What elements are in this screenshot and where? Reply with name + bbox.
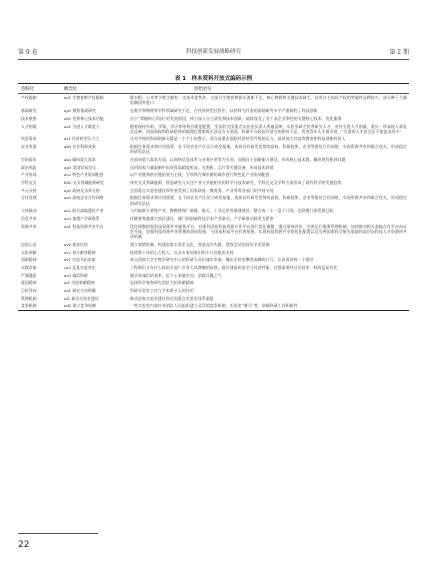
row-original-text: 随着保持年龄、学缘、学历等结构合理化配置，受访的全国重点实验室负责人普遍反映，实验室缺乏优秀研究人才，对外引进人才困难，重庆一所高校人事处长反映，西部高校和科研院所的地理位置难吸引涉及方方面面，科研平台较国内顶尖的相对不足，优秀青年人才难引进，“引进的人才甚至还不如流出的多” (130, 123, 407, 134)
table-row (18, 207, 409, 215)
row-concept: aa2 高校企业合作网络 (64, 195, 104, 201)
table-row (18, 302, 409, 310)
table-row (18, 94, 409, 107)
row-concept: ad2 建立竞争机制 (64, 303, 96, 309)
table-row (18, 164, 409, 172)
coding-table (18, 83, 409, 311)
row-category: 爱国精神 (21, 280, 37, 286)
row-category: 农业发展 (21, 144, 37, 150)
row-category: 产业协同 (21, 172, 37, 178)
row-category: 多元支持 (21, 187, 37, 193)
row-concept: av1 实验开拓求索 (64, 257, 96, 263)
table-row (18, 156, 409, 164)
row-original-text: 根据任务需求和应用需要，在不同农业产区设立研发基地，选择具有研发优势的高校、科研院所、企业等建设合作网络，实现资源共享和联合攻关，形成稳定的研发队伍 (130, 144, 407, 155)
table-row (18, 115, 409, 123)
row-original-text: 推动国家实验室建设和全国重点实验室体系重组 (130, 295, 214, 301)
row-original-text: 科研实验室主任与学术带头人的作用 (130, 288, 194, 294)
row-original-text: 以产业链和供应链拓展为主线，引领所在城市群的城市进行特色化产业协同配套 (130, 172, 270, 178)
table-row (18, 179, 409, 187)
row-concept: aa2 联合高地建设产业 (64, 208, 104, 214)
row-category: 经济需求 (21, 136, 37, 142)
row-concept: aa1 研究方向明确 (64, 288, 96, 294)
table-row (18, 143, 409, 156)
row-category: 人才困境 (21, 123, 37, 129)
row-concept: as1 经济转型压力大 (64, 136, 100, 142)
table-row (18, 279, 409, 287)
row-concept: aa1 引进人才难度大 (64, 123, 100, 129)
row-category: 基础研究 (21, 108, 37, 114)
page-number: 22 (18, 540, 30, 550)
row-concept: av6 观音民俗 (64, 242, 88, 248)
row-original-text: 在数学和物理等学科领域研究不足，在经济转型过程中，以材料为代表的基础研究水平严重制约了科技创新 (130, 108, 318, 114)
volume-label: 第 9 卷 (18, 48, 38, 56)
row-original-text: 这对学校的科研创新无疑是一个不小的警示，而当前重庆面临经济转型升级的压力，亟须加大对高等教育和科技创新的投入 (130, 136, 346, 142)
row-concept: ap5 美国贸易打压 (64, 164, 96, 170)
row-category: 合作处理 (21, 195, 37, 201)
row-original-text: 建立容错机制，构建国家实验室文化，营造允许失败，宽容尝试的良好学术氛围 (130, 242, 270, 248)
row-category: 严谨漫思 (21, 272, 37, 278)
row-concept: ap1 聚焦基础研究 (64, 108, 96, 114)
row-concept: ak3 瞄向重大需求 (64, 157, 96, 163)
table-row (18, 223, 409, 241)
journal-title: 科技创新发展战略研究 (185, 49, 241, 55)
row-category: 信息共享 (21, 216, 37, 222)
row-concept: af2 新设实验室建设 (64, 295, 99, 301)
row-concept: ak5 农业科研成果 (64, 144, 96, 150)
row-original-text: 与内地联合省级产业，携携将保广辟联，航天、工业运用等联建建设，整合成一个一盘子计划，达到澳门的发展目标 (130, 208, 334, 214)
row-category: 创新精神 (21, 257, 37, 263)
table-row (18, 135, 409, 143)
table-row (18, 194, 409, 207)
table-row (18, 295, 409, 303)
table-row (18, 287, 409, 295)
row-original-text: 根据任务需求和应用需要，在不同农业产区设立研发基地，选择具有研发优势的高校、科研院所、企业等建设合作网络，实现资源共享和联合攻关，形成稳定的研发队伍 (130, 195, 407, 206)
row-original-text: 弘扬科学家和研究团队为国奉献精神 (130, 280, 194, 286)
row-concept: av5 诚信科研 (64, 272, 88, 278)
row-category: 政治风险 (21, 164, 37, 170)
row-category: 管理机制 (21, 295, 37, 301)
table-row (18, 249, 409, 257)
running-header (18, 44, 409, 58)
row-concept: ae2 特色产业协同配套 (64, 172, 104, 178)
row-concept: ca2 反复实验对比 (64, 265, 96, 271)
row-original-text: 持续数十年的心力投入，以及专家同事们的不计回报的支持 (130, 249, 234, 255)
table-row (18, 272, 409, 280)
col-header-original: 原始语句 (194, 86, 212, 92)
row-category: 主体联动 (21, 208, 37, 214)
table-row (18, 215, 409, 223)
table-caption: 表 1 样本资料开放式编码示例 (174, 76, 253, 82)
row-concept: aa1 科技资源共享平台 (64, 223, 104, 229)
col-header-concept: 概念化 (64, 86, 78, 92)
row-original-text: 动用国家力量限制中国获得高精度机床、光刻机、芯片等关键设备，形成技术封锁 (130, 164, 274, 170)
row-category: 竞争机制 (21, 303, 37, 309)
row-original-text: 做学术诚信的表率，沉下心来做学问，消除浮躁之气 (130, 272, 222, 278)
table-row (18, 122, 409, 135)
row-concept: ai1 为国奉献精神 (64, 280, 95, 286)
table-row (18, 256, 409, 264)
row-original-text: 优化调整国家科技资源共享服务平台，对现有国家科技资源合作平台进行优化调整，通过绩效评价，完善运行服务管理机制，加快推动相关高校合作平台向社会开放，加强科技资源共享管理的协同衔接，与国家科技平台有效衔接，实现科技资源共享的优化配置以及完善国家科学研究基地和高层次科技人才资源的共享机制 (130, 223, 407, 240)
row-category: 技术壁垒 (21, 115, 37, 121)
row-original-text: 在面向重大需求方面，以网络信息体系与业务应用等为引领，加强自主创新能力建设，形成核心技术群，解决现有瓶颈问题 (130, 157, 346, 163)
row-concept: av2 奋斗献身精神 (64, 249, 96, 255)
row-category: 包容心态 (21, 242, 37, 248)
row-concept: ap1 政府及各界支持 (64, 187, 100, 193)
row-original-text: 由于“掌握核心科技”的发展阶段，核力深入自主研发和技术创新，陆续攻克了若干本企业掌控的关键核心技术，优化服务 (130, 115, 342, 121)
row-original-text: 全国重点实验室建设和发展受到了国家政府、教育界、产业界等各部门的共同支持 (130, 187, 274, 193)
table-bottom-rule (18, 310, 409, 311)
row-category: 学科交叉 (21, 180, 37, 186)
table-row (18, 187, 409, 195)
table-row (18, 264, 409, 272)
table-header (18, 84, 409, 93)
header-rule (18, 59, 409, 60)
row-original-text: 工程师们又在什么样的方面？应对大风摩擦的成熟，提升建筑的安全与经济性能，这都需要经过实验室一样的反复对比 (130, 265, 338, 271)
row-category: 目标导向 (21, 288, 37, 294)
row-category: 产权限制 (21, 95, 37, 101)
row-original-text: 伴随着粤港澳大湾区建设，澳门的创新科技学术产业联动，产学研联动将更为紧密 (130, 216, 274, 222)
row-category: 资源共享 (21, 223, 37, 229)
table-row (18, 241, 409, 249)
col-header-category: 范畴化 (21, 86, 35, 92)
row-category: 无私奉献 (21, 249, 37, 255)
row-category: 实践求索 (21, 265, 37, 271)
row-category: 市场需求 (21, 157, 37, 163)
row-concept: aa1 生物育种产权限制 (64, 95, 104, 101)
row-original-text: 除水稻、小麦等少数主粮有一定技术优势外，大部分生物育种源头创新不足，核心种源和关键技术缺乏，具有自主知识产权的突破性品种较少，部分种子大量依赖国外进口 (130, 95, 407, 106)
table-body (18, 94, 409, 310)
row-concept: aa3 加强产学研联系 (64, 216, 100, 222)
issue-label: 第 2 期 (389, 48, 409, 56)
row-original-text: 一些实验室内部针对团队人员组织建立灵活的竞争机制，实验室“赛马”等，创新科研工作积极性 (130, 303, 298, 309)
table-row (18, 107, 409, 115)
row-concept: ab1 发挥核心技术功能 (64, 115, 104, 121)
row-original-text: 来自西南大学生物学研究中心的科研人员们诚实求索，喊出实验室攀登高峰的口号，认真看待每一个细节 (130, 257, 314, 263)
row-concept: bd2 交叉领域能源研究 (64, 180, 104, 186)
footer-rule (18, 533, 98, 534)
table-row (18, 171, 409, 179)
row-original-text: 探究交叉领域能源，智造研究与关注产业与节能相关的科学与技术研究，学科在交叉学科方面形成了现代科学的发展趋势 (130, 180, 342, 186)
